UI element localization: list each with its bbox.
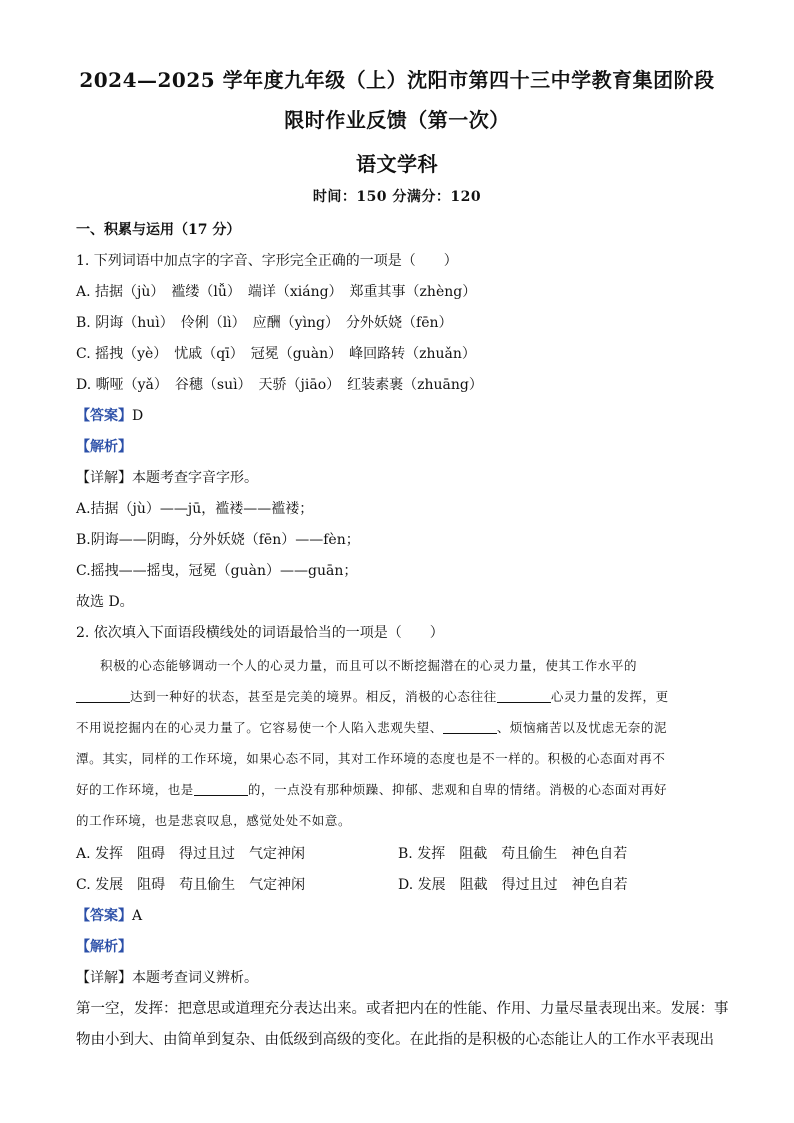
- q2-option-c: C. 发展 阻碍 苟且偷生 气定神闲: [76, 877, 306, 893]
- detail-tag: 【详解】: [76, 470, 132, 486]
- q2-analysis-tag: 【解析】: [76, 939, 132, 955]
- doc-title-line2: 限时作业反馈（第一次）: [284, 108, 510, 132]
- q2-option-b: B. 发挥 阻截 苟且偷生 神色自若: [398, 846, 628, 862]
- q2-option-a: A. 发挥 阻碍 得过且过 气定神闲: [76, 846, 306, 862]
- q1-option-c: C. 摇拽（yè） 忧戚（qī） 冠冕（guàn） 峰回路转（zhuǎn）: [76, 346, 476, 362]
- section-heading: 一、积累与运用（17 分）: [76, 222, 241, 238]
- detail-tag: 【详解】: [76, 970, 132, 986]
- subject-title: 语文学科: [356, 152, 438, 176]
- answer-tag: 【答案】: [76, 908, 132, 924]
- fill-blank: [497, 688, 551, 703]
- q2-passage-line2: 达到一种好的状态，甚至是完美的境界。相反，消极的心态往往 心灵力量的发挥，更: [76, 681, 716, 712]
- q2-answer: [76, 906, 142, 926]
- fill-blank: [194, 781, 248, 796]
- q1-conclusion: 故选 D。: [76, 594, 134, 610]
- q2-stem: 2. 依次填入下面语段横线处的词语最恰当的一项是（ ）: [76, 625, 444, 641]
- answer-value: D: [132, 408, 144, 424]
- q2-detail: [76, 968, 258, 988]
- q1-detail: [76, 468, 258, 488]
- detail-text: 本题考查词义辨析。: [132, 970, 258, 986]
- q2-passage-line4: 潭。其实，同样的工作环境，如果心态不同，其对工作环境的态度也是不一样的。积极的心态面对再不: [76, 751, 666, 766]
- q1-explanation-c: C.摇拽——摇曳，冠冕（guàn）——guān；: [76, 563, 358, 579]
- q2-option-d: D. 发展 阻截 得过且过 神色自若: [398, 877, 628, 893]
- q1-explanation-a: A.拮据（jù）——jū，褴褛——褴褛；: [76, 501, 314, 517]
- q2-passage-line1: 积极的心态能够调动一个人的心灵力量，而且可以不断挖掘潜在的心灵力量，使其工作水平的: [100, 658, 638, 673]
- q1-option-a: A. 拮据（jù） 褴缕（lǚ） 端详（xiáng） 郑重其事（zhèng）: [76, 284, 477, 300]
- detail-text: 本题考查字音字形。: [132, 470, 258, 486]
- q1-stem: 1. 下列词语中加点字的字音、字形完全正确的一项是（ ）: [76, 253, 458, 269]
- answer-tag: 【答案】: [76, 408, 132, 424]
- q1-analysis-tag: 【解析】: [76, 439, 132, 455]
- q1-answer: [76, 406, 143, 426]
- q2-passage-line5: 好的工作环境，也是 的，一点没有那种烦躁、抑郁、悲观和自卑的情绪。消极的心态面对再好: [76, 782, 668, 797]
- fill-blank: [443, 719, 497, 734]
- q2-explanation-line1: 第一空，发挥：把意思或道理充分表达出来。或者把内在的性能、作用、力量尽量表现出来。发展：事: [76, 1001, 729, 1017]
- q1-explanation-b: B.阴诲——阴晦，分外妖娆（fēn）——fèn；: [76, 532, 360, 548]
- fill-blank: [76, 688, 130, 703]
- q2-passage-line3: 不用说挖掘内在的心灵力量了。它容易使一个人陷入悲观失望、 、烦恼痛苦以及忧虑无奈的泥: [76, 720, 668, 735]
- exam-info: 时间：150 分满分：120: [312, 189, 482, 205]
- q2-explanation-line2: 物由小到大、由简单到复杂、由低级到高级的变化。在此指的是积极的心态能让人的工作水平表现出: [76, 1032, 714, 1048]
- doc-title-line1: 2024—2025 学年度九年级（上）沈阳市第四十三中学教育集团阶段: [79, 68, 715, 92]
- answer-value: A: [132, 908, 143, 924]
- q2-passage-line6: 的工作环境，也是悲哀叹息，感觉处处不如意。: [76, 813, 352, 828]
- q1-option-b: B. 阴诲（huì） 伶俐（lì） 应酬（yìng） 分外妖娆（fēn）: [76, 315, 453, 331]
- q1-option-d: D. 嘶哑（yǎ） 谷穗（suì） 天骄（jiāo） 红装素裹（zhuāng）: [76, 377, 483, 393]
